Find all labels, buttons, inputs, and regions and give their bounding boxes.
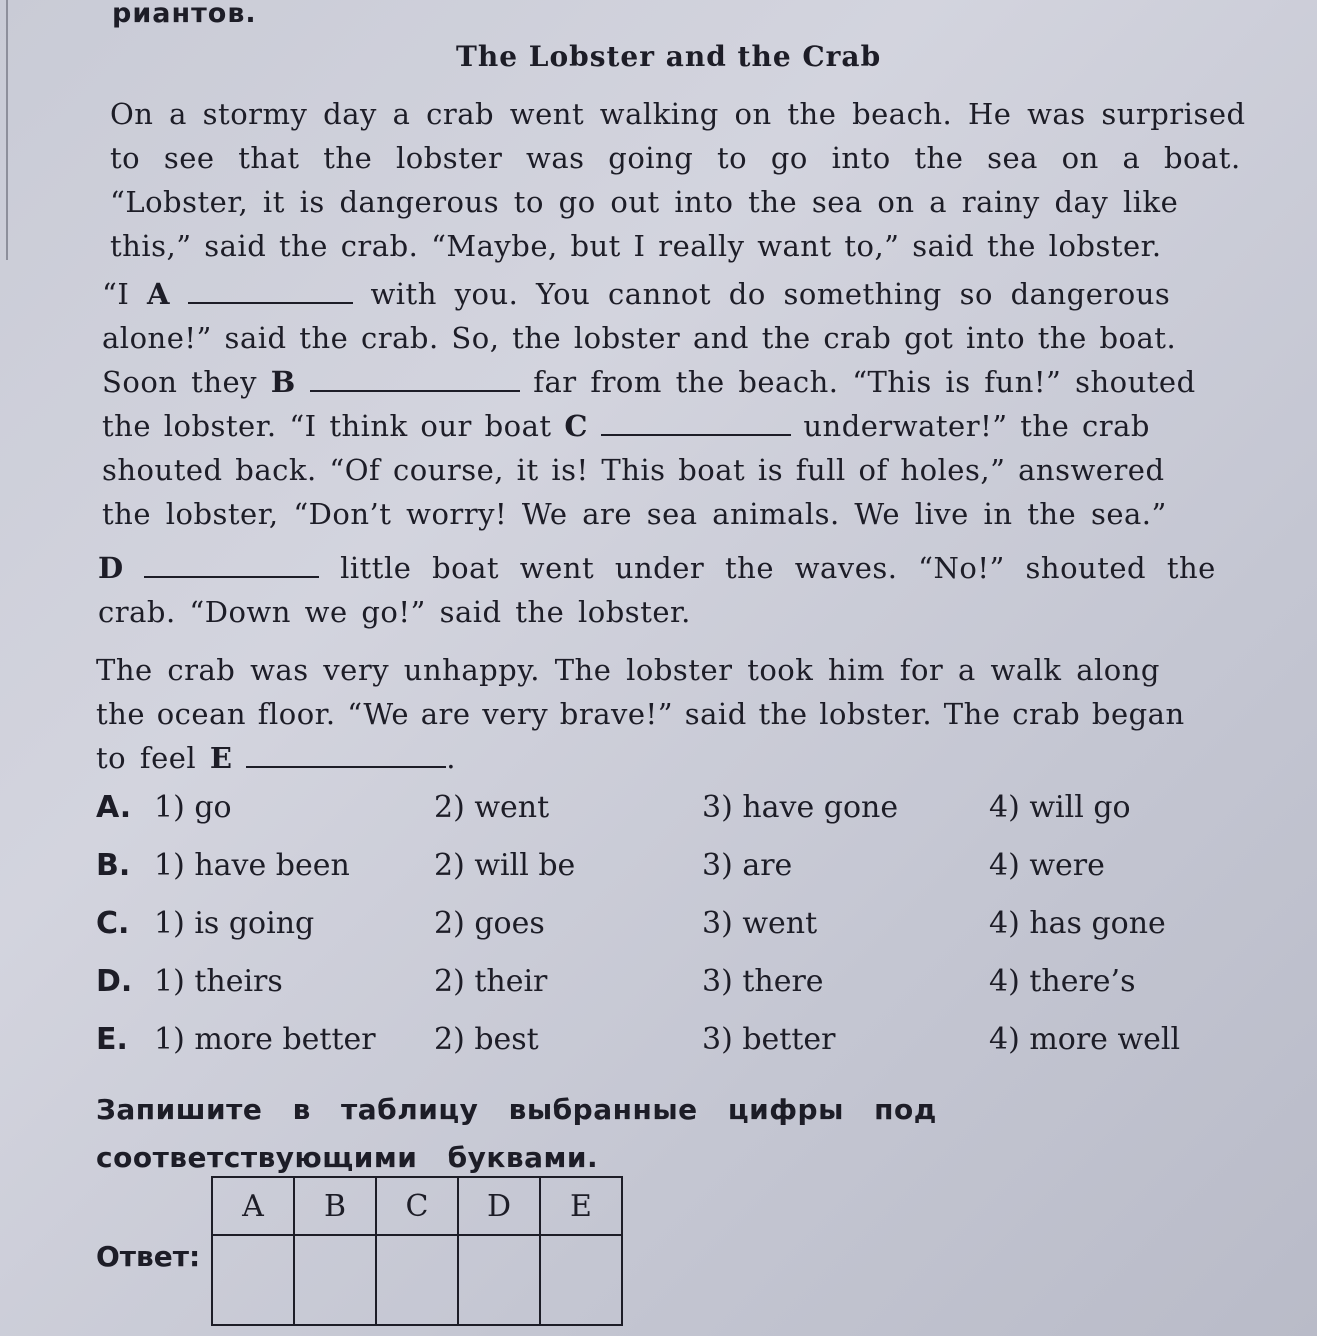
paragraph-3-line: crab. “Down we go!” said the lobster. (98, 595, 691, 629)
paragraph-2-line: the lobster, “Don’t worry! We are sea animals. We live in the sea.” (102, 497, 1167, 531)
paragraph-4-line: The crab was very unhappy. The lobster took him for a walk along (96, 653, 1160, 687)
paragraph-1-line: On a stormy day a crab went walking on the beach. He was surprised (110, 97, 1246, 131)
option-letter: D. (96, 964, 133, 999)
text-fragment: underwater!” the crab (803, 409, 1150, 443)
story-title: The Lobster and the Crab (456, 40, 882, 73)
answer-header-c: C (376, 1177, 458, 1235)
option-choice[interactable]: 2) goes (434, 906, 545, 941)
option-choice[interactable]: 2) their (434, 964, 548, 999)
text-fragment: to feel (96, 741, 197, 775)
option-choice[interactable]: 3) better (702, 1022, 836, 1057)
answer-header-d: D (458, 1177, 540, 1235)
text-fragment: “I (102, 277, 130, 311)
answer-cell-d[interactable] (458, 1235, 540, 1325)
paragraph-1-line: “Lobster, it is dangerous to go out into the sea on a rainy day like (110, 185, 1179, 219)
paragraph-4-line (96, 736, 1185, 780)
paragraph-3 (98, 546, 1216, 634)
option-row-b (96, 848, 1246, 906)
text-fragment: the lobster. “I think our boat (102, 409, 552, 443)
option-letter: C. (96, 906, 130, 941)
answer-cell-a[interactable] (212, 1235, 294, 1325)
option-letter: B. (96, 848, 131, 883)
option-choice[interactable]: 3) have gone (702, 790, 899, 825)
gap-a-blank[interactable] (188, 278, 353, 304)
answer-cell-c[interactable] (376, 1235, 458, 1325)
option-choice[interactable]: 1) have been (154, 848, 350, 883)
option-choice[interactable]: 3) went (702, 906, 818, 941)
paragraph-2-line (102, 360, 1196, 404)
option-choice[interactable]: 2) went (434, 790, 550, 825)
answer-header-b: B (294, 1177, 376, 1235)
option-choice[interactable]: 2) will be (434, 848, 576, 883)
paragraph-1-line: this,” said the crab. “Maybe, but I really want to,” said the lobster. (110, 229, 1162, 263)
paragraph-4 (96, 648, 1185, 780)
paragraph-1 (110, 92, 1246, 268)
answer-header-a: A (212, 1177, 294, 1235)
paragraph-4-line: the ocean floor. “We are very brave!” said the lobster. The crab began (96, 697, 1185, 731)
gap-label-b: B (270, 365, 296, 399)
answer-cell-b[interactable] (294, 1235, 376, 1325)
gap-d-blank[interactable] (144, 552, 319, 578)
option-choice[interactable]: 3) there (702, 964, 824, 999)
gap-label-d: D (98, 551, 124, 585)
option-choice[interactable]: 4) will go (989, 790, 1131, 825)
option-row-d (96, 964, 1246, 1022)
text-fragment: with you. You cannot do something so dangerous (370, 277, 1171, 311)
option-choice[interactable]: 3) are (702, 848, 793, 883)
option-choice[interactable]: 1) more better (154, 1022, 376, 1057)
answer-label: Ответ: (96, 1240, 201, 1273)
option-choice[interactable]: 1) is going (154, 906, 315, 941)
option-choice[interactable]: 4) more well (989, 1022, 1181, 1057)
paragraph-2 (102, 272, 1196, 536)
gap-label-c: C (564, 409, 588, 443)
option-choice[interactable]: 1) theirs (154, 964, 283, 999)
answer-header-e: E (540, 1177, 622, 1235)
text-fragment: far from the beach. “This is fun!” shouted (533, 365, 1196, 399)
text-fragment: . (446, 741, 456, 775)
text-fragment: Soon they (102, 365, 258, 399)
gap-label-e: E (209, 741, 233, 775)
paragraph-2-line: alone!” said the crab. So, the lobster and the crab got into the boat. (102, 321, 1177, 355)
answer-table-input-row (212, 1235, 622, 1325)
option-row-a (96, 790, 1246, 848)
option-letter: E. (96, 1022, 128, 1057)
paragraph-2-line (102, 404, 1196, 448)
paragraph-1-line: to see that the lobster was going to go into the sea on a boat. (110, 141, 1241, 175)
instruction-text: Запишите в таблицу выбранные цифры под соответствующими буквами. (96, 1093, 937, 1174)
option-letter: A. (96, 790, 132, 825)
paragraph-2-line: shouted back. “Of course, it is! This boat is full of holes,” answered (102, 453, 1165, 487)
answer-table-header-row (212, 1177, 622, 1235)
option-choice[interactable]: 4) were (989, 848, 1105, 883)
option-choice[interactable]: 2) best (434, 1022, 539, 1057)
gap-c-blank[interactable] (601, 410, 791, 436)
text-fragment: little boat went under the waves. “No!” shouted the (340, 551, 1216, 585)
paragraph-2-line (102, 272, 1196, 316)
answer-table (211, 1176, 623, 1326)
gap-b-blank[interactable] (310, 366, 520, 392)
previous-text-fragment: риантов. (112, 0, 257, 29)
option-choice[interactable]: 4) there’s (989, 964, 1136, 999)
option-row-e (96, 1022, 1246, 1080)
option-choice[interactable]: 4) has gone (989, 906, 1166, 941)
gap-label-a: A (147, 277, 171, 311)
option-choice[interactable]: 1) go (154, 790, 232, 825)
answer-options (96, 790, 1246, 1080)
option-row-c (96, 906, 1246, 964)
page-margin-line (6, 0, 8, 260)
gap-e-blank[interactable] (246, 742, 446, 768)
paragraph-3-line (98, 546, 1216, 590)
answer-cell-e[interactable] (540, 1235, 622, 1325)
